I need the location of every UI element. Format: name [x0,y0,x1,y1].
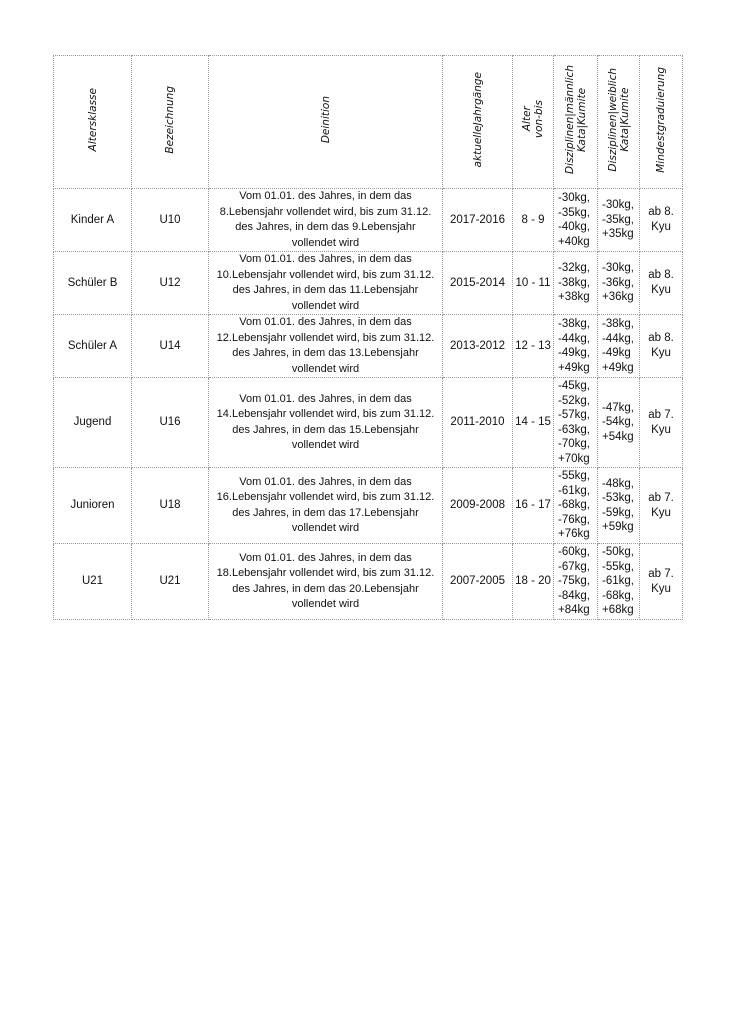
weight-class: -61kg, [558,484,590,497]
weight-class: +40kg [558,235,590,248]
cell-weiblich [598,315,640,378]
cell-definition: Vom 01.01. des Jahres, in dem das 12.Lebensjahr vollendet wird, bis zum 31.12. des Jahres, in dem das 13.Lebensjahr vollendet wird [209,315,443,378]
weight-class: -49kg, [558,347,590,359]
graduierung-grad2: Kyu [651,506,671,519]
weight-class: -68kg, [602,589,634,602]
cell-altersklasse: Schüler B [54,252,132,315]
cell-weiblich [598,189,640,252]
weight-class: -49kg [602,347,631,359]
cell-weiblich [598,378,640,468]
cell-jahrgaenge: 2009-2008 [443,468,513,544]
weight-class: -59kg, [602,506,634,519]
table-row [54,189,683,252]
cell-alter: 16 - 17 [513,468,554,544]
header-alter-line1: Alter [521,107,533,132]
weight-class: -54kg, [602,416,634,429]
graduierung-grad1: ab 7. [648,567,674,580]
header-bezeichnung [132,56,209,189]
weight-class: -44kg, [558,332,590,345]
weight-class: -57kg, [558,409,590,421]
table-row [54,468,683,544]
weight-class: -50kg, [602,546,634,559]
weight-class: -67kg, [558,560,590,573]
weight-class: -36kg, [602,276,634,289]
cell-definition: Vom 01.01. des Jahres, in dem das 8.Lebensjahr vollendet wird, bis zum 31.12. des Jahres, in dem das 9.Lebensjahr vollendet wird [209,189,443,252]
cell-definition: Vom 01.01. des Jahres, in dem das 16.Lebensjahr vollendet wird, bis zum 31.12. des Jahres, in dem das 17.Lebensjahr vollendet wird [209,468,443,544]
weight-class: +49kg [602,361,634,374]
cell-altersklasse: Junioren [54,468,132,544]
header-jahrgaenge [443,56,513,189]
weight-class: -52kg, [558,394,590,407]
header-maennlich-line2: Kata|Kumite [575,87,588,152]
cell-graduierung [640,189,683,252]
cell-altersklasse: Jugend [54,378,132,468]
weight-class: -60kg, [558,546,590,559]
cell-bezeichnung: U10 [132,189,209,252]
header-row [54,56,683,189]
cell-jahrgaenge: 2015-2014 [443,252,513,315]
weight-class: -40kg, [558,221,590,233]
weight-class: -53kg, [602,492,634,504]
cell-bezeichnung: U14 [132,315,209,378]
cell-maennlich [554,189,598,252]
header-altersklasse-label: Altersklasse [86,87,99,152]
cell-bezeichnung: U21 [132,544,209,620]
cell-maennlich [554,378,598,468]
cell-jahrgaenge: 2017-2016 [443,189,513,252]
weight-class: -35kg, [558,206,590,219]
cell-alter: 10 - 11 [513,252,554,315]
header-bezeichnung-label: Bezeichnung [164,85,176,154]
weight-class: +49kg [558,361,590,374]
weight-class: -30kg, [558,192,590,204]
weight-class: -68kg, [558,499,590,512]
cell-altersklasse: Kinder A [54,189,132,252]
cell-altersklasse: U21 [54,544,132,620]
cell-maennlich [554,252,598,315]
weight-class: -75kg, [558,575,590,588]
cell-weiblich [598,468,640,544]
weight-class: -30kg, [602,199,634,212]
header-weiblich-line2: Kata|Kumite [618,87,631,152]
cell-alter: 8 - 9 [513,189,554,252]
header-altersklasse [54,56,132,189]
cell-graduierung [640,378,683,468]
weight-class: -55kg, [602,560,634,573]
cell-alter: 18 - 20 [513,544,554,620]
table-row [54,252,683,315]
weight-class: -63kg, [558,423,590,436]
cell-graduierung [640,315,683,378]
graduierung-grad1: ab 7. [648,491,674,504]
cell-graduierung [640,252,683,315]
weight-class: -35kg, [602,213,634,226]
weight-class: -38kg, [602,318,634,330]
cell-jahrgaenge: 2007-2005 [443,544,513,620]
cell-maennlich [554,468,598,544]
table-row [54,544,683,620]
weight-class: +68kg [602,604,634,617]
table-row [54,378,683,468]
weight-class: +35kg [602,228,634,241]
weight-class: -84kg, [558,589,590,602]
header-weiblich-line1: Disziplinen|weiblich [606,67,619,172]
header-definition-label: Deinition [319,95,332,144]
cell-jahrgaenge: 2013-2012 [443,315,513,378]
weight-class: +70kg [558,452,590,465]
cell-bezeichnung: U12 [132,252,209,315]
graduierung-grad2: Kyu [651,423,671,436]
weight-class: -38kg, [558,318,590,330]
graduierung-grad2: Kyu [651,582,671,595]
header-graduierung [640,56,683,189]
weight-class: -70kg, [558,438,590,450]
header-maennlich-line1: Disziplinen|männlich [563,65,576,174]
age-class-table [53,55,683,620]
cell-graduierung [640,468,683,544]
graduierung-grad1: ab 8. [648,332,674,344]
weight-class: -47kg, [602,401,634,414]
cell-alter: 14 - 15 [513,378,554,468]
weight-class: -61kg, [602,575,634,588]
weight-class: -48kg, [602,477,634,490]
cell-altersklasse: Schüler A [54,315,132,378]
header-maennlich [554,56,598,189]
table-row [54,315,683,378]
cell-jahrgaenge: 2011-2010 [443,378,513,468]
cell-definition: Vom 01.01. des Jahres, in dem das 10.Lebensjahr vollendet wird, bis zum 31.12. des Jahres, in dem das 11.Lebensjahr vollendet wird [209,252,443,315]
weight-class: +84kg [558,604,590,617]
weight-class: -45kg, [558,380,590,392]
table-body [54,189,683,620]
cell-bezeichnung: U16 [132,378,209,468]
cell-maennlich [554,315,598,378]
header-alter-line2: von-bis [533,100,545,139]
weight-class: -32kg, [558,262,590,275]
cell-definition: Vom 01.01. des Jahres, in dem das 14.Lebensjahr vollendet wird, bis zum 31.12. des Jahres, in dem das 15.Lebensjahr vollendet wird [209,378,443,468]
weight-class: +59kg [602,521,634,533]
graduierung-grad2: Kyu [651,221,671,233]
graduierung-grad2: Kyu [651,347,671,359]
cell-maennlich [554,544,598,620]
cell-alter: 12 - 13 [513,315,554,378]
header-graduierung-label: Mindestgraduierung [655,66,667,173]
header-alter [513,56,554,189]
weight-class: -30kg, [602,262,634,275]
header-weiblich [598,56,640,189]
cell-definition: Vom 01.01. des Jahres, in dem das 18.Lebensjahr vollendet wird, bis zum 31.12. des Jahres, in dem das 20.Lebensjahr vollendet wird [209,544,443,620]
header-jahrgaenge-label: aktuelleJahrgänge [471,71,484,168]
weight-class: +54kg [602,430,634,443]
weight-class: +38kg [558,291,590,304]
weight-class: -76kg, [558,513,590,526]
weight-class: +36kg [602,291,634,304]
weight-class: -44kg, [602,332,634,345]
cell-weiblich [598,252,640,315]
graduierung-grad1: ab 8. [648,206,674,218]
cell-bezeichnung: U18 [132,468,209,544]
weight-class: -55kg, [558,470,590,483]
weight-class: -38kg, [558,276,590,289]
cell-weiblich [598,544,640,620]
cell-graduierung [640,544,683,620]
graduierung-grad1: ab 8. [648,269,674,281]
weight-class: +76kg [558,528,590,541]
graduierung-grad2: Kyu [651,284,671,296]
header-definition [209,56,443,189]
graduierung-grad1: ab 7. [648,408,674,421]
